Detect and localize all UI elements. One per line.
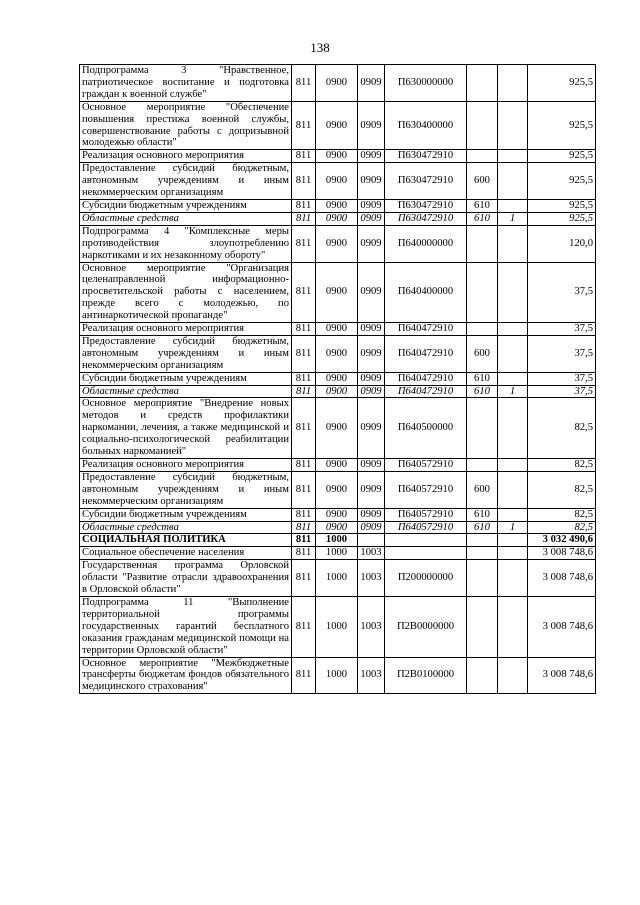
row-ved-code: 811	[292, 547, 316, 560]
row-section-code: 0900	[316, 521, 358, 534]
row-amount: 82,5	[528, 459, 596, 472]
row-ved-code: 811	[292, 398, 316, 459]
row-target-article: П640572910	[385, 508, 467, 521]
table-row	[80, 262, 596, 323]
row-target-article: П630472910	[385, 163, 467, 200]
row-expense-type	[467, 596, 498, 657]
row-ved-code: 811	[292, 657, 316, 694]
row-amount: 925,5	[528, 199, 596, 212]
row-expense-type	[467, 459, 498, 472]
row-ved-code: 811	[292, 150, 316, 163]
row-section-code: 0900	[316, 471, 358, 508]
row-target-article: П640472910	[385, 335, 467, 372]
row-name: Основное мероприятие "Внедрение новых методов и средств профилактики наркомании, лечения, а также медицинской и социально-психологической реабилитации больных наркоманией"	[80, 398, 292, 459]
row-ved-code: 811	[292, 225, 316, 262]
row-subsection-code: 0909	[358, 225, 385, 262]
row-ved-code: 811	[292, 560, 316, 597]
row-section-code: 0900	[316, 212, 358, 225]
row-expense-type: 600	[467, 163, 498, 200]
row-ved-code: 811	[292, 471, 316, 508]
row-expense-type: 610	[467, 372, 498, 385]
row-amount: 37,5	[528, 335, 596, 372]
row-target-article: П640472910	[385, 323, 467, 336]
row-subsection-code: 0909	[358, 459, 385, 472]
row-name: Субсидии бюджетным учреждениям	[80, 199, 292, 212]
row-funding-source: 1	[498, 212, 528, 225]
row-target-article: П640000000	[385, 225, 467, 262]
row-expense-type: 610	[467, 521, 498, 534]
row-subsection-code: 0909	[358, 521, 385, 534]
row-expense-type	[467, 534, 498, 547]
row-subsection-code: 0909	[358, 150, 385, 163]
row-funding-source	[498, 199, 528, 212]
row-funding-source	[498, 657, 528, 694]
row-amount: 37,5	[528, 372, 596, 385]
row-funding-source	[498, 335, 528, 372]
row-amount: 120,0	[528, 225, 596, 262]
row-section-code: 0900	[316, 163, 358, 200]
row-target-article	[385, 534, 467, 547]
row-funding-source	[498, 163, 528, 200]
row-amount: 37,5	[528, 323, 596, 336]
row-funding-source	[498, 225, 528, 262]
row-funding-source	[498, 560, 528, 597]
row-amount: 925,5	[528, 150, 596, 163]
row-funding-source	[498, 508, 528, 521]
table-row	[80, 657, 596, 694]
row-funding-source	[498, 65, 528, 102]
table-row	[80, 398, 596, 459]
table-row	[80, 150, 596, 163]
table-row	[80, 471, 596, 508]
row-funding-source	[498, 459, 528, 472]
row-expense-type: 600	[467, 471, 498, 508]
row-target-article: П640472910	[385, 385, 467, 398]
row-name: Субсидии бюджетным учреждениям	[80, 508, 292, 521]
row-target-article: П200000000	[385, 560, 467, 597]
row-subsection-code: 0909	[358, 471, 385, 508]
row-expense-type: 600	[467, 335, 498, 372]
table-row	[80, 521, 596, 534]
table-row	[80, 199, 596, 212]
row-amount: 82,5	[528, 471, 596, 508]
row-section-code: 0900	[316, 385, 358, 398]
table-row	[80, 534, 596, 547]
row-expense-type	[467, 323, 498, 336]
row-section-code: 0900	[316, 150, 358, 163]
table-row	[80, 560, 596, 597]
row-section-code: 0900	[316, 199, 358, 212]
row-section-code: 0900	[316, 508, 358, 521]
row-name: Областные средства	[80, 212, 292, 225]
row-target-article: П640400000	[385, 262, 467, 323]
row-amount: 37,5	[528, 385, 596, 398]
row-amount: 3 032 490,6	[528, 534, 596, 547]
row-target-article: П630400000	[385, 101, 467, 150]
row-ved-code: 811	[292, 459, 316, 472]
row-amount: 82,5	[528, 398, 596, 459]
row-target-article: П640472910	[385, 372, 467, 385]
row-funding-source	[498, 547, 528, 560]
row-expense-type	[467, 398, 498, 459]
row-expense-type	[467, 547, 498, 560]
row-target-article: П640500000	[385, 398, 467, 459]
row-subsection-code	[358, 534, 385, 547]
budget-table	[79, 64, 596, 694]
row-name: СОЦИАЛЬНАЯ ПОЛИТИКА	[80, 534, 292, 547]
row-amount: 82,5	[528, 521, 596, 534]
row-funding-source: 1	[498, 385, 528, 398]
table-row	[80, 323, 596, 336]
row-name: Социальное обеспечение населения	[80, 547, 292, 560]
table-row	[80, 65, 596, 102]
row-name: Государственная программа Орловской области "Развитие отрасли здравоохранения в Орловской области"	[80, 560, 292, 597]
row-name: Подпрограмма 4 "Комплексные меры противодействия злоупотреблению наркотиками и их незаконному обороту"	[80, 225, 292, 262]
row-target-article: П640572910	[385, 521, 467, 534]
row-section-code: 0900	[316, 225, 358, 262]
row-section-code: 0900	[316, 323, 358, 336]
row-section-code: 0900	[316, 459, 358, 472]
row-subsection-code: 0909	[358, 212, 385, 225]
row-name: Субсидии бюджетным учреждениям	[80, 372, 292, 385]
row-ved-code: 811	[292, 335, 316, 372]
row-expense-type	[467, 560, 498, 597]
row-target-article: П630472910	[385, 150, 467, 163]
table-row	[80, 372, 596, 385]
row-expense-type	[467, 150, 498, 163]
row-section-code: 1000	[316, 657, 358, 694]
row-ved-code: 811	[292, 508, 316, 521]
row-ved-code: 811	[292, 521, 316, 534]
page-number: 138	[310, 40, 330, 55]
row-subsection-code: 0909	[358, 372, 385, 385]
row-section-code: 0900	[316, 372, 358, 385]
row-target-article: П640572910	[385, 471, 467, 508]
row-expense-type: 610	[467, 385, 498, 398]
row-expense-type	[467, 262, 498, 323]
row-ved-code: 811	[292, 199, 316, 212]
table-row	[80, 335, 596, 372]
table-row	[80, 596, 596, 657]
row-subsection-code: 0909	[358, 398, 385, 459]
row-name: Предоставление субсидий бюджетным, автономным учреждениям и иным некоммерческим организациям	[80, 335, 292, 372]
table-row	[80, 385, 596, 398]
row-funding-source	[498, 262, 528, 323]
row-ved-code: 811	[292, 212, 316, 225]
row-name: Реализация основного мероприятия	[80, 150, 292, 163]
row-funding-source	[498, 372, 528, 385]
row-funding-source	[498, 534, 528, 547]
table-row	[80, 459, 596, 472]
row-amount: 37,5	[528, 262, 596, 323]
row-name: Реализация основного мероприятия	[80, 323, 292, 336]
row-ved-code: 811	[292, 323, 316, 336]
row-amount: 925,5	[528, 65, 596, 102]
row-subsection-code: 1003	[358, 560, 385, 597]
row-target-article: П630000000	[385, 65, 467, 102]
row-target-article: П630472910	[385, 212, 467, 225]
row-amount: 3 008 748,6	[528, 547, 596, 560]
row-expense-type: 610	[467, 212, 498, 225]
row-amount: 3 008 748,6	[528, 596, 596, 657]
row-ved-code: 811	[292, 262, 316, 323]
row-name: Реализация основного мероприятия	[80, 459, 292, 472]
row-funding-source: 1	[498, 521, 528, 534]
row-target-article: П630472910	[385, 199, 467, 212]
table-row	[80, 101, 596, 150]
row-name: Подпрограмма 3 "Нравственное, патриотическое воспитание и подготовка граждан к военной службе"	[80, 65, 292, 102]
row-target-article: П2В0000000	[385, 596, 467, 657]
row-name: Областные средства	[80, 521, 292, 534]
row-subsection-code: 0909	[358, 262, 385, 323]
row-subsection-code: 0909	[358, 163, 385, 200]
row-name: Основное мероприятие "Организация целенаправленной информационно-просветительской работы с населением, прежде всего с молодежью, по антинаркотической пропаганде"	[80, 262, 292, 323]
row-funding-source	[498, 150, 528, 163]
row-ved-code: 811	[292, 385, 316, 398]
row-subsection-code: 0909	[358, 323, 385, 336]
budget-table-body	[80, 65, 596, 694]
row-section-code: 0900	[316, 398, 358, 459]
row-subsection-code: 1003	[358, 657, 385, 694]
row-subsection-code: 0909	[358, 101, 385, 150]
row-section-code: 0900	[316, 65, 358, 102]
row-subsection-code: 0909	[358, 508, 385, 521]
row-subsection-code: 0909	[358, 335, 385, 372]
row-expense-type	[467, 101, 498, 150]
row-section-code: 0900	[316, 101, 358, 150]
row-amount: 82,5	[528, 508, 596, 521]
row-section-code: 0900	[316, 262, 358, 323]
table-row	[80, 212, 596, 225]
row-funding-source	[498, 596, 528, 657]
row-amount: 925,5	[528, 101, 596, 150]
row-amount: 925,5	[528, 212, 596, 225]
row-expense-type	[467, 65, 498, 102]
row-name: Основное мероприятие "Межбюджетные трансферты бюджетам фондов обязательного медицинского страхования"	[80, 657, 292, 694]
row-name: Подпрограмма 11 "Выполнение территориальной программы государственных гарантий бесплатного оказания гражданам медицинской помощи на территории Орловской области"	[80, 596, 292, 657]
row-amount: 3 008 748,6	[528, 657, 596, 694]
row-target-article: П2В0100000	[385, 657, 467, 694]
row-funding-source	[498, 323, 528, 336]
row-subsection-code: 1003	[358, 547, 385, 560]
row-expense-type	[467, 657, 498, 694]
row-subsection-code: 0909	[358, 65, 385, 102]
row-subsection-code: 1003	[358, 596, 385, 657]
row-subsection-code: 0909	[358, 199, 385, 212]
row-name: Предоставление субсидий бюджетным, автономным учреждениям и иным некоммерческим организациям	[80, 163, 292, 200]
row-ved-code: 811	[292, 596, 316, 657]
row-target-article: П640572910	[385, 459, 467, 472]
row-section-code: 1000	[316, 560, 358, 597]
table-row	[80, 547, 596, 560]
row-name: Областные средства	[80, 385, 292, 398]
row-target-article	[385, 547, 467, 560]
row-section-code: 1000	[316, 547, 358, 560]
row-ved-code: 811	[292, 163, 316, 200]
row-subsection-code: 0909	[358, 385, 385, 398]
row-amount: 925,5	[528, 163, 596, 200]
row-section-code: 1000	[316, 596, 358, 657]
row-expense-type: 610	[467, 508, 498, 521]
table-row	[80, 225, 596, 262]
row-funding-source	[498, 471, 528, 508]
row-funding-source	[498, 101, 528, 150]
table-row	[80, 163, 596, 200]
row-name: Предоставление субсидий бюджетным, автономным учреждениям и иным некоммерческим организациям	[80, 471, 292, 508]
row-section-code: 1000	[316, 534, 358, 547]
row-funding-source	[498, 398, 528, 459]
row-ved-code: 811	[292, 101, 316, 150]
row-expense-type: 610	[467, 199, 498, 212]
row-name: Основное мероприятие "Обеспечение повышения престижа военной службы, совершенствование работы с допризывной молодежью области"	[80, 101, 292, 150]
row-amount: 3 008 748,6	[528, 560, 596, 597]
row-section-code: 0900	[316, 335, 358, 372]
row-ved-code: 811	[292, 65, 316, 102]
row-ved-code: 811	[292, 534, 316, 547]
table-row	[80, 508, 596, 521]
row-expense-type	[467, 225, 498, 262]
row-ved-code: 811	[292, 372, 316, 385]
